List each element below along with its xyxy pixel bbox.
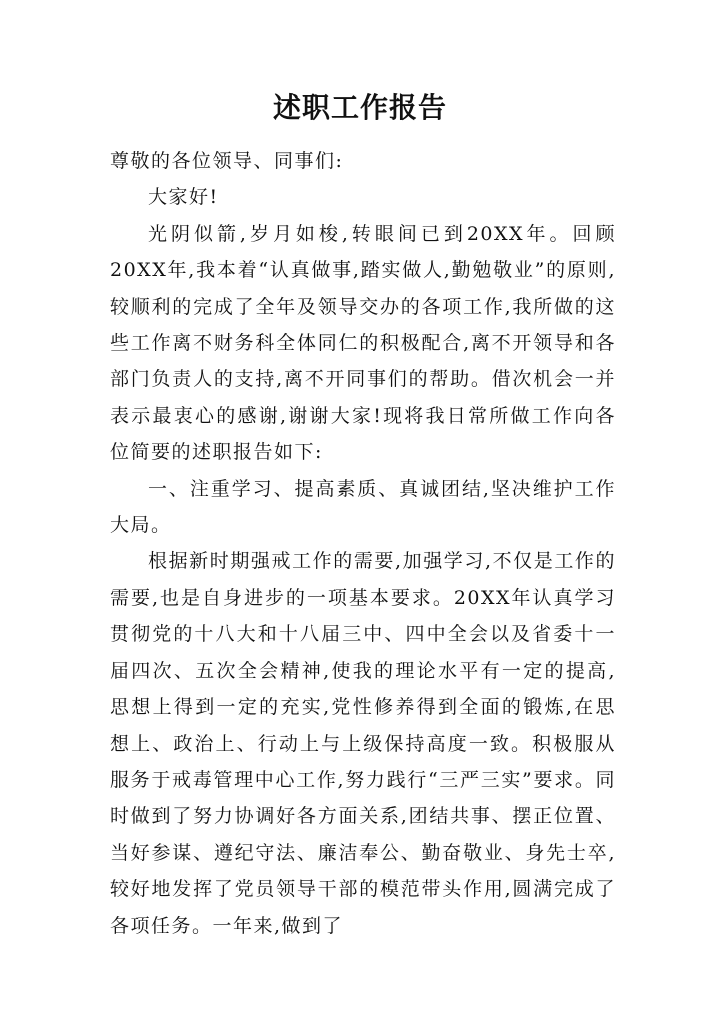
greeting: 大家好! bbox=[148, 186, 219, 209]
salutation: 尊敬的各位领导、同事们: bbox=[110, 150, 344, 172]
document-body bbox=[110, 143, 616, 944]
paragraph-2: 根据新时期强戒工作的需要,加强学习,不仅是工作的需要,也是自身进步的一项基本要求。20XX年认真学习贯彻党的十八大和十八届三中、四中全会以及省委十一届四次、五次全会精神,使我的理论水平有一定的提高,思想上得到一定的充实,党性修养得到全面的锻炼,在思想上、政治上、行动上与上级保持高度一致。积极服从服务于戒毒管理中心工作,努力践行“三严三实”要求。同时做到了努力协调好各方面关系,团结共事、摆正位置、当好参谋、遵纪守法、廉洁奉公、勤奋敬业、身先士卒,较好地发挥了党员领导干部的模范带头作用,圆满完成了各项任务。一年来,做到了 bbox=[110, 550, 616, 937]
section-heading-1: 一、注重学习、提高素质、真诚团结,坚决维护工作大局。 bbox=[110, 477, 616, 537]
document-title: 述职工作报告 bbox=[272, 91, 447, 124]
paragraph-1: 光阴似箭,岁月如梭,转眼间已到20XX年。回顾20XX年,我本着“认真做事,踏实做人,勤勉敬业”的原则,较顺利的完成了全年及领导交办的各项工作,我所做的这些工作离不财务科全体同仁的积极配合,离不开领导和各部门负责人的支持,离不开同事们的帮助。借次机会一并表示最衷心的感谢,谢谢大家!现将我日常所做工作向各位简要的述职报告如下: bbox=[110, 222, 616, 464]
